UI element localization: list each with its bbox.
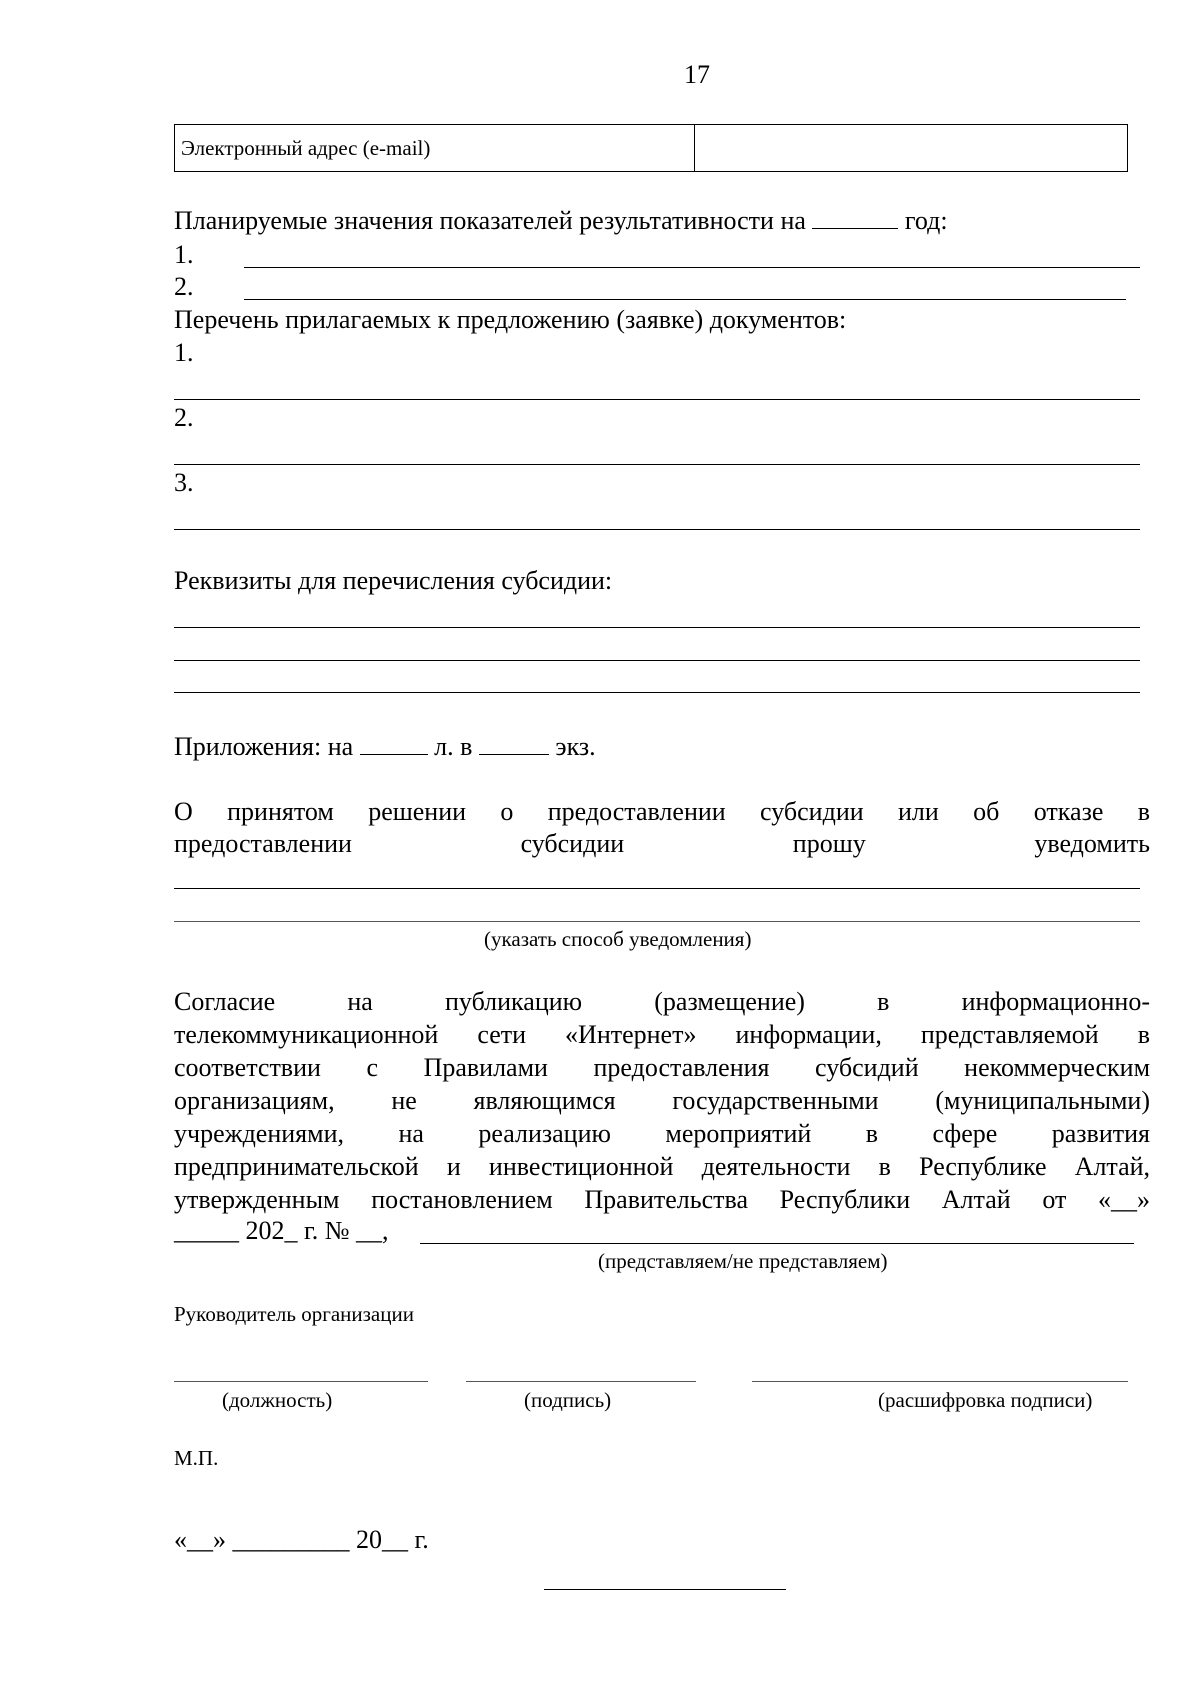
indicator-line-1[interactable] bbox=[244, 267, 1140, 268]
notify-method-line-1[interactable] bbox=[174, 888, 1140, 889]
notify-word: решении bbox=[368, 797, 467, 826]
consent-word: Согласие bbox=[174, 987, 276, 1016]
indicator-number-2: 2. bbox=[174, 272, 194, 301]
consent-word: сфере bbox=[932, 1119, 998, 1148]
requisites-heading: Реквизиты для перечисления субсидии: bbox=[174, 566, 613, 595]
notify-word: О bbox=[174, 797, 193, 826]
consent-word: Республики bbox=[779, 1185, 911, 1214]
appendices-line bbox=[174, 732, 596, 762]
position-line[interactable] bbox=[174, 1381, 428, 1382]
requisites-line-3[interactable] bbox=[174, 692, 1140, 693]
notify-caption: (указать способ уведомления) bbox=[484, 927, 752, 951]
email-value-cell[interactable] bbox=[695, 125, 1127, 171]
doc-line-3[interactable] bbox=[174, 529, 1140, 530]
consent-word: предпринимательской bbox=[174, 1152, 419, 1181]
email-table-row bbox=[174, 124, 1128, 172]
doc-number-2: 2. bbox=[174, 403, 194, 432]
consent-word: реализацию bbox=[478, 1119, 611, 1148]
indicator-line-2[interactable] bbox=[244, 299, 1126, 300]
footer-line bbox=[544, 1589, 786, 1590]
consent-word: в bbox=[1137, 1020, 1151, 1049]
sheets-blank[interactable] bbox=[360, 732, 428, 755]
consent-word: постановлением bbox=[371, 1185, 553, 1214]
page-number: 17 bbox=[684, 60, 710, 89]
appendices-text-c: экз. bbox=[555, 732, 596, 761]
notify-word: субсидии bbox=[760, 797, 864, 826]
consent-word: Республике bbox=[919, 1152, 1047, 1181]
head-of-organization-label: Руководитель организации bbox=[174, 1302, 414, 1326]
consent-word: государственными bbox=[672, 1086, 879, 1115]
consent-word: некоммерческим bbox=[964, 1053, 1151, 1082]
consent-word: не bbox=[391, 1086, 417, 1115]
consent-line-6 bbox=[174, 1150, 1150, 1183]
notify-word: принятом bbox=[227, 797, 334, 826]
requisites-line-1[interactable] bbox=[174, 627, 1140, 628]
consent-word: сети bbox=[477, 1020, 527, 1049]
consent-word: являющимся bbox=[473, 1086, 616, 1115]
consent-word: учреждениями, bbox=[174, 1119, 345, 1148]
consent-word: с bbox=[366, 1053, 379, 1082]
consent-word: субсидий bbox=[815, 1053, 919, 1082]
consent-line-2 bbox=[174, 1018, 1150, 1051]
copies-blank[interactable] bbox=[479, 732, 549, 755]
consent-line-3 bbox=[174, 1051, 1150, 1084]
signature-line[interactable] bbox=[466, 1381, 696, 1382]
consent-word: информационно- bbox=[961, 987, 1150, 1016]
appendices-text-b: л. в bbox=[434, 732, 473, 761]
consent-word: Правительства bbox=[584, 1185, 748, 1214]
consent-word: инвестиционной bbox=[488, 1152, 674, 1181]
notify-word: в bbox=[1137, 797, 1151, 826]
doc-line-2[interactable] bbox=[174, 464, 1140, 465]
notify-word: предоставлении bbox=[547, 797, 726, 826]
position-caption: (должность) bbox=[222, 1388, 333, 1412]
consent-caption: (представляем/не представляем) bbox=[598, 1249, 888, 1273]
consent-word: деятельности bbox=[701, 1152, 851, 1181]
indicator-number-1: 1. bbox=[174, 240, 194, 269]
consent-word: предоставления bbox=[593, 1053, 770, 1082]
decode-caption: (расшифровка подписи) bbox=[878, 1388, 1093, 1412]
notify-line-1 bbox=[174, 795, 1150, 828]
notify-word: субсидии bbox=[520, 829, 625, 858]
consent-word: развития bbox=[1051, 1119, 1150, 1148]
consent-word: организациям, bbox=[174, 1086, 335, 1115]
consent-word: Алтай, bbox=[1074, 1152, 1151, 1181]
consent-word: соответствии bbox=[174, 1053, 321, 1082]
consent-word: утвержденным bbox=[174, 1185, 340, 1214]
notify-word: отказе bbox=[1033, 797, 1104, 826]
notify-word: о bbox=[500, 797, 514, 826]
notify-word: прошу bbox=[792, 829, 866, 858]
consent-line-4 bbox=[174, 1084, 1150, 1117]
consent-word: «Интернет» bbox=[565, 1020, 697, 1049]
notify-word: уведомить bbox=[1034, 829, 1150, 858]
consent-word: в bbox=[878, 1152, 891, 1181]
planned-indicators-heading bbox=[174, 206, 948, 236]
doc-number-3: 3. bbox=[174, 468, 194, 497]
notify-word: об bbox=[973, 797, 1000, 826]
email-label: Электронный адрес (e-mail) bbox=[175, 125, 695, 171]
planned-indicators-suffix: год: bbox=[904, 206, 948, 235]
requisites-line-2[interactable] bbox=[174, 660, 1140, 661]
doc-number-1: 1. bbox=[174, 338, 194, 367]
consent-word: от bbox=[1042, 1185, 1067, 1214]
consent-word: мероприятий bbox=[665, 1119, 812, 1148]
consent-answer-line[interactable] bbox=[420, 1243, 1134, 1244]
notify-word: или bbox=[898, 797, 939, 826]
consent-line-7 bbox=[174, 1183, 1150, 1216]
consent-date-line: _____ 202_ г. № __, bbox=[174, 1216, 389, 1245]
signature-caption: (подпись) bbox=[524, 1388, 612, 1412]
sign-date-line: «__» _________ 20__ г. bbox=[174, 1525, 429, 1554]
doc-line-1[interactable] bbox=[174, 399, 1140, 400]
consent-word: Алтай bbox=[941, 1185, 1011, 1214]
consent-line-5 bbox=[174, 1117, 1150, 1150]
appendices-text-a: Приложения: на bbox=[174, 732, 354, 761]
notify-method-line-2[interactable] bbox=[174, 921, 1140, 922]
consent-word: представляемой bbox=[920, 1020, 1099, 1049]
consent-word: «__» bbox=[1098, 1185, 1151, 1214]
notify-word: предоставлении bbox=[174, 829, 352, 858]
consent-word: (размещение) bbox=[654, 987, 805, 1016]
consent-word: телекоммуникационной bbox=[174, 1020, 439, 1049]
stamp-label: М.П. bbox=[174, 1446, 219, 1470]
consent-word: на bbox=[347, 987, 373, 1016]
notify-line-2 bbox=[174, 827, 1150, 860]
attached-docs-heading: Перечень прилагаемых к предложению (заявке) документов: bbox=[174, 305, 847, 334]
consent-word: в bbox=[865, 1119, 879, 1148]
consent-word: (муниципальными) bbox=[935, 1086, 1151, 1115]
year-blank[interactable] bbox=[812, 206, 898, 229]
consent-word: в bbox=[877, 987, 890, 1016]
decode-line[interactable] bbox=[752, 1381, 1128, 1382]
consent-word: Правилами bbox=[423, 1053, 548, 1082]
consent-line-1 bbox=[174, 985, 1150, 1018]
consent-word: и bbox=[446, 1152, 461, 1181]
consent-word: на bbox=[398, 1119, 424, 1148]
planned-indicators-prefix: Планируемые значения показателей результативности на bbox=[174, 206, 806, 235]
consent-word: публикацию bbox=[445, 987, 583, 1016]
consent-word: информации, bbox=[735, 1020, 882, 1049]
